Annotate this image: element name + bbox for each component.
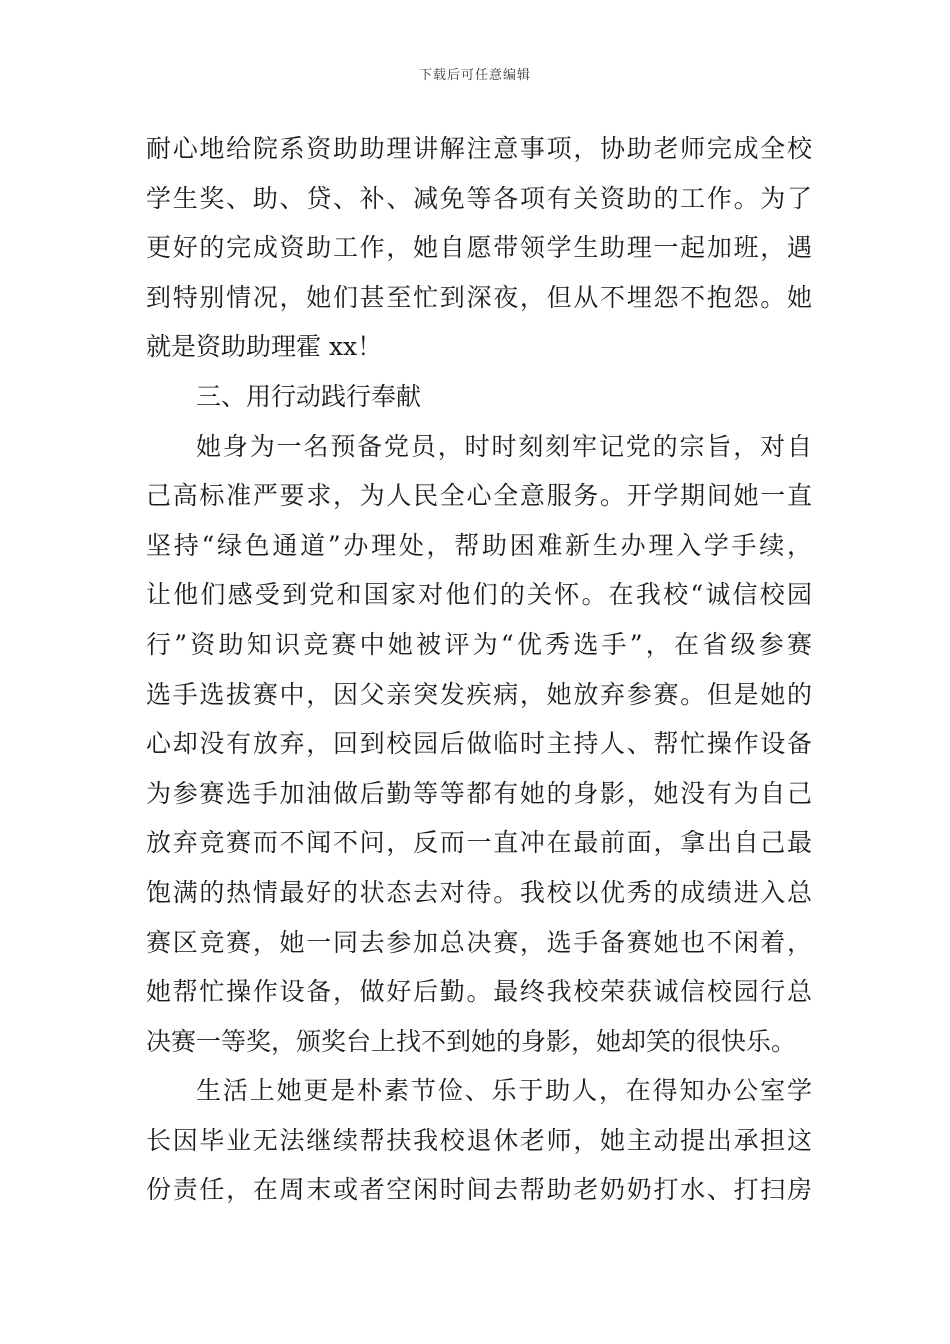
text-line: 饱满的热情最好的状态去对待。我校以优秀的成绩进入总 [146,877,812,907]
text-line: 为参赛选手加油做后勤等等都有她的身影，她没有为自己 [146,778,812,808]
text-line: 赛区竞赛，她一同去参加总决赛，选手备赛她也不闲着， [146,927,812,957]
section-heading: 三、用行动践行奉献 [196,381,422,411]
text-line: 选手选拔赛中，因父亲突发疾病，她放弃参赛。但是她的 [146,679,812,709]
text-line: 让他们感受到党和国家对他们的关怀。在我校“诚信校园 [146,580,812,610]
text-line: 就是资助助理霍 xx！ [146,332,383,362]
text-line: 己高标准严要求，为人民全心全意服务。开学期间她一直 [146,481,812,511]
text-line: 生活上她更是朴素节俭、乐于助人，在得知办公室学 [196,1076,812,1106]
text-line: 学生奖、助、贷、补、减免等各项有关资助的工作。为了 [146,183,812,213]
text-line: 更好的完成资助工作，她自愿带领学生助理一起加班，遇 [146,233,812,263]
text-line: 份责任，在周末或者空闲时间去帮助老奶奶打水、打扫房 [146,1175,812,1205]
document-body [146,124,812,1215]
text-line: 她身为一名预备党员，时时刻刻牢记党的宗旨，对自 [196,431,812,461]
text-line: 放弃竞赛而不闻不问，反而一直冲在最前面，拿出自己最 [146,828,812,858]
text-line: 到特别情况，她们甚至忙到深夜，但从不埋怨不抱怨。她 [146,282,812,312]
text-line: 心却没有放弃，回到校园后做临时主持人、帮忙操作设备 [146,729,812,759]
page-header: 下载后可任意编辑 [418,68,531,83]
text-line: 坚持“绿色通道”办理处，帮助困难新生办理入学手续， [146,530,812,560]
text-line: 她帮忙操作设备，做好后勤。最终我校荣获诚信校园行总 [146,977,812,1007]
text-line: 行”资助知识竞赛中她被评为“优秀选手”，在省级参赛 [146,629,812,659]
text-line: 决赛一等奖，颁奖台上找不到她的身影，她却笑的很快乐。 [146,1026,797,1056]
text-line: 耐心地给院系资助助理讲解注意事项，协助老师完成全校 [146,134,812,163]
text-line: 长因毕业无法继续帮扶我校退休老师，她主动提出承担这 [146,1125,812,1155]
